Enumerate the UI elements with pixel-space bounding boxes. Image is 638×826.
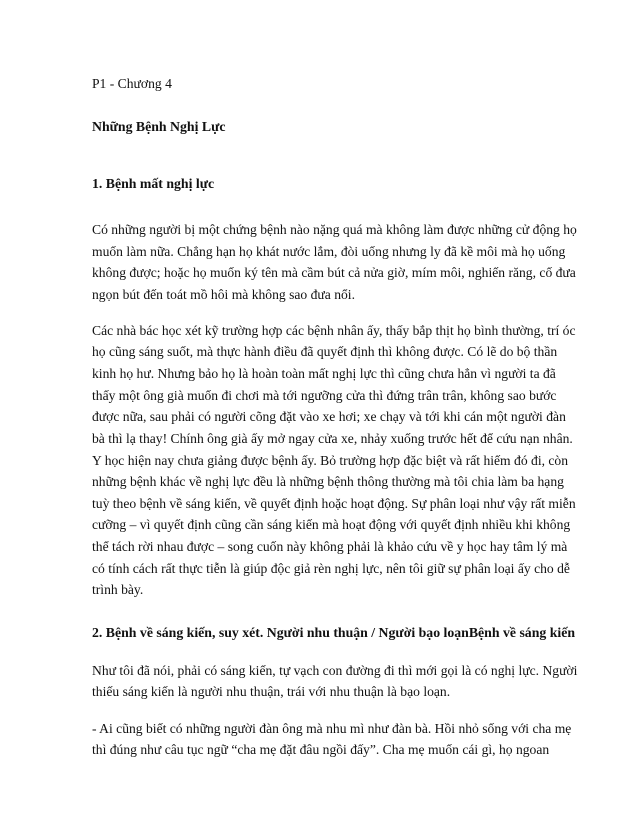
paragraph-line: Có những người bị một chứng bệnh nào nặng quá mà không làm được những cử động họ: [92, 222, 577, 237]
paragraph-line: có tính cách rất thực tiễn là giúp độc giả rèn nghị lực, nên tôi giữ sự phân loại ấy cho dễ: [92, 561, 570, 576]
paragraph-line: không được; hoặc họ muốn ký tên mà cầm bút cả nửa giờ, mím môi, nghiến răng, cố đưa: [92, 265, 576, 280]
paragraph-line: thì đúng như câu tục ngữ “cha mẹ đặt đâu ngồi đấy”. Cha mẹ muốn cái gì, họ ngoan: [92, 742, 550, 757]
paragraph-line: thể tách rời nhau được – song cuốn này không phải là khảo cứu về y học hay tâm lý mà: [92, 539, 568, 554]
paragraph-line: được nữa, sau phải có người cõng đặt vào xe hơi; xe chạy và tới khi cán một người đàn: [92, 409, 566, 424]
paragraph-line: Các nhà bác học xét kỹ trường hợp các bệnh nhân ấy, thấy bắp thịt họ bình thường, trí óc: [92, 323, 576, 338]
paragraph-line: kinh họ hư. Nhưng bảo họ là hoàn toàn mất nghị lực thì cũng chưa hẳn vì người ta đã: [92, 366, 556, 381]
section-1-title: 1. Bệnh mất nghị lực: [92, 176, 215, 191]
paragraph-line: ngọn bút đến toát mồ hôi mà không sao đưa nổi.: [92, 287, 355, 302]
paragraph-line: cưỡng – vì quyết định cũng cần sáng kiến mà hoạt động với quyết định nhiều khi không: [92, 517, 571, 532]
paragraph-line: Y học hiện nay chưa giảng được bệnh ấy. Bỏ trường hợp đặc biệt và rất hiếm đó đi, còn: [92, 453, 569, 468]
paragraph-line: thiếu sáng kiến là người nhu thuận, trái với nhu thuận là bạo loạn.: [92, 684, 451, 699]
paragraph-line: bà thì lạ thay! Chính ông già ấy mở ngay cửa xe, nhảy xuống trước hết để cứu nạn nhân.: [92, 431, 573, 446]
section-2-title: 2. Bệnh về sáng kiến, suy xét. Người nhu thuận / Người bạo loạnBệnh về sáng kiến: [92, 625, 576, 640]
paragraph-line: Như tôi đã nói, phải có sáng kiến, tự vạch con đường đi thì mới gọi là có nghị lực. Người: [92, 663, 578, 678]
paragraph-line: những bệnh khác về nghị lực đều là những bệnh thông thường mà tôi chia làm ba hạng: [92, 474, 564, 489]
paragraph-line: muốn làm nữa. Chẳng hạn họ khát nước lắm, đòi uống nhưng ly đã kề môi mà họ uống: [92, 244, 566, 259]
paragraph-line: họ cũng sáng suốt, mà thực hành điều đã quyết định thì không được. Có lẽ do bộ thần: [92, 344, 558, 359]
paragraph-line: thấy một ông già muốn đi chơi mà tới ngưỡng cửa thì đứng trân trân, không sao bước: [92, 388, 557, 403]
chapter-title: Những Bệnh Nghị Lực: [92, 119, 226, 134]
chapter-label: P1 - Chương 4: [92, 76, 172, 91]
paragraph-line: trình bày.: [92, 582, 144, 597]
paragraph-line: - Ai cũng biết có những người đàn ông mà nhu mì như đàn bà. Hồi nhỏ sống với cha mẹ: [92, 721, 572, 736]
paragraph-line: tuỳ theo bệnh về sáng kiến, về quyết định hoặc hoạt động. Sự phân loại như vậy rất miễn: [92, 496, 576, 511]
